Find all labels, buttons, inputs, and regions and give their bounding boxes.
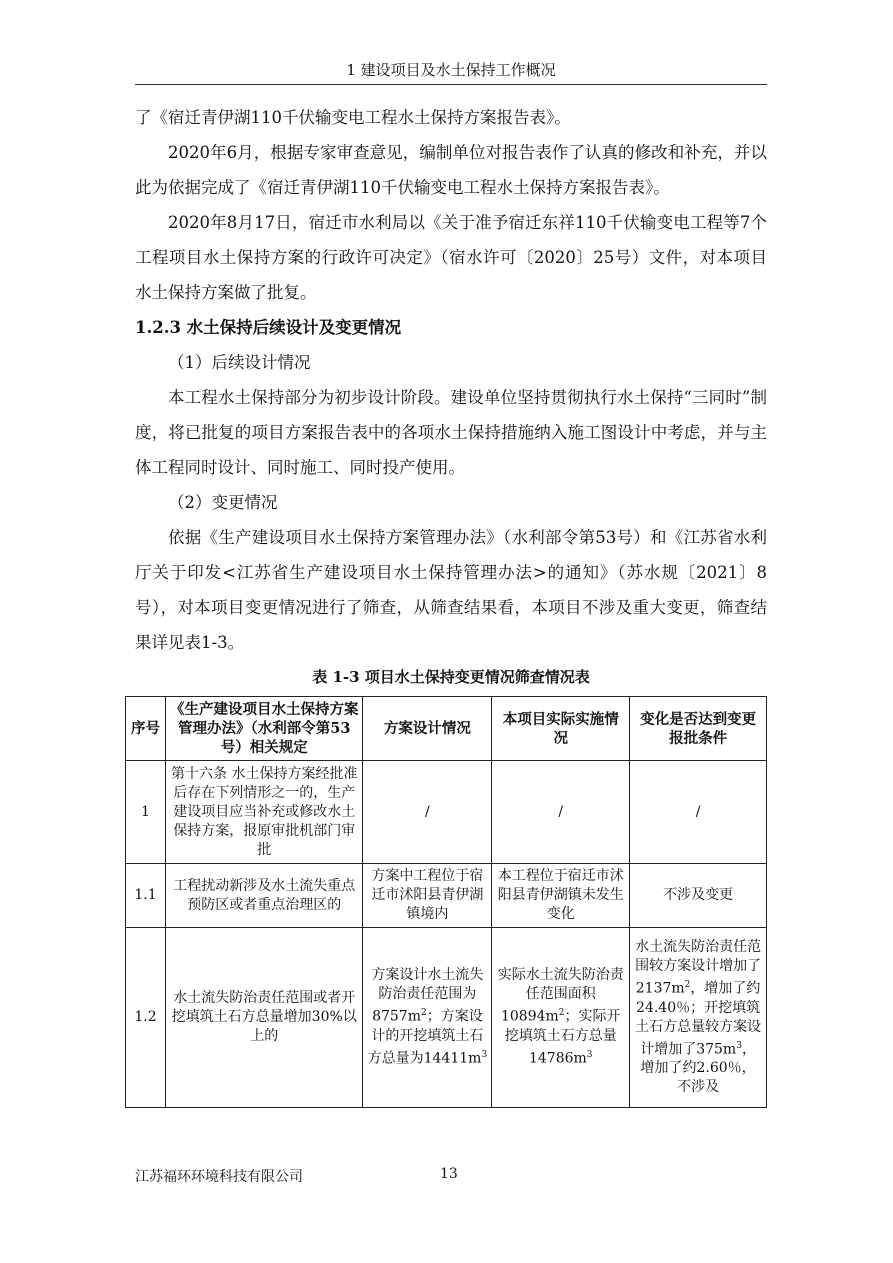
cell-rule: 水土流失防治责任范围或者开挖填筑土石方总量增加30%以上的 (165, 928, 363, 1108)
cell-no: 1.1 (126, 864, 166, 928)
table-row (126, 864, 767, 928)
cell-actual: / (492, 761, 630, 864)
cell-no: 1 (126, 761, 166, 864)
paragraph-5: 依据《生产建设项目水土保持方案管理办法》（水利部令第53号）和《江苏省水利厅关于印发<江苏省生产建设项目水土保持管理办法>的通知》（苏水规〔2021〕8号），对本项目变更情况进行了筛查，从筛查结果看，本项目不涉及重大变更，筛查结果详见表1-3。 (135, 528, 767, 652)
subheading-2: （2）变更情况 (168, 493, 278, 512)
cell-plan: 方案设计水土流失防治责任范围为$8757m^2$；方案设计的开挖填筑土石方总量为$14411m^3$ (363, 928, 492, 1108)
header-title: 1 建设项目及水土保持工作概况 (346, 61, 556, 79)
cell-no: 1.2 (126, 928, 166, 1108)
subheading-1: （1）后续设计情况 (168, 353, 311, 372)
screening-table (125, 696, 767, 1108)
cell-actual: 本工程位于宿迁市沭阳县青伊湖镇未发生变化 (492, 864, 630, 928)
footer-company: 江苏福环环境科技有限公司 (135, 1169, 303, 1185)
page-header (135, 56, 767, 85)
cell-rule: 第十六条 水土保持方案经批准后存在下列情形之一的，生产建设项目应当补充或修改水土保持方案，报原审批机部门审批 (165, 761, 363, 864)
cell-change: 水土流失防治责任范围较方案设计增加了$2137m^2$，增加了约24.40％；开挖填筑土石方总量较方案设计增加了$375m^3$，增加了约2.60％，不涉及 (630, 928, 767, 1108)
header-plan: 方案设计情况 (363, 697, 492, 761)
cell-rule: 工程扰动新涉及水土流失重点预防区或者重点治理区的 (165, 864, 363, 928)
paragraph-4: 本工程水土保持部分为初步设计阶段。建设单位坚持贯彻执行水土保持“三同时”制度，将已批复的项目方案报告表中的各项水土保持措施纳入施工图设计中考虑，并与主体工程同时设计、同时施工、同时投产使用。 (135, 388, 767, 477)
paragraph-2: 2020年6月，根据专家审查意见，编制单位对报告表作了认真的修改和补充，并以此为依据完成了《宿迁青伊湖110千伏输变电工程水土保持方案报告表》。 (135, 143, 767, 197)
cell-actual: 实际水土流失防治责任范围面积$10894m^2$；实际开挖填筑土石方总量$14786m^3$ (492, 928, 630, 1108)
table-caption: 表 1-3 项目水土保持变更情况筛查情况表 (312, 668, 590, 686)
cell-plan: / (363, 761, 492, 864)
cell-change: 不涉及变更 (630, 864, 767, 928)
paragraph-1: 了《宿迁青伊湖110千伏输变电工程水土保持方案报告表》。 (135, 108, 571, 127)
header-no: 序号 (126, 697, 166, 761)
table-row (126, 928, 767, 1108)
section-heading: 1.2.3 水土保持后续设计及变更情况 (135, 318, 402, 337)
table-header-row (126, 697, 767, 761)
page-number: 13 (440, 1166, 458, 1182)
cell-change: / (630, 761, 767, 864)
header-actual: 本项目实际实施情况 (492, 697, 630, 761)
paragraph-3: 2020年8月17日，宿迁市水利局以《关于准予宿迁东祥110千伏输变电工程等7个工程项目水土保持方案的行政许可决定》（宿水许可〔2020〕25号）文件，对本项目水土保持方案做了批复。 (135, 213, 767, 302)
page-content (130, 100, 767, 1108)
header-rule: 《生产建设项目水土保持方案管理办法》（水利部令第53号）相关规定 (165, 697, 363, 761)
header-change: 变化是否达到变更报批条件 (630, 697, 767, 761)
table-row (126, 761, 767, 864)
cell-plan: 方案中工程位于宿迁市沭阳县青伊湖镇境内 (363, 864, 492, 928)
